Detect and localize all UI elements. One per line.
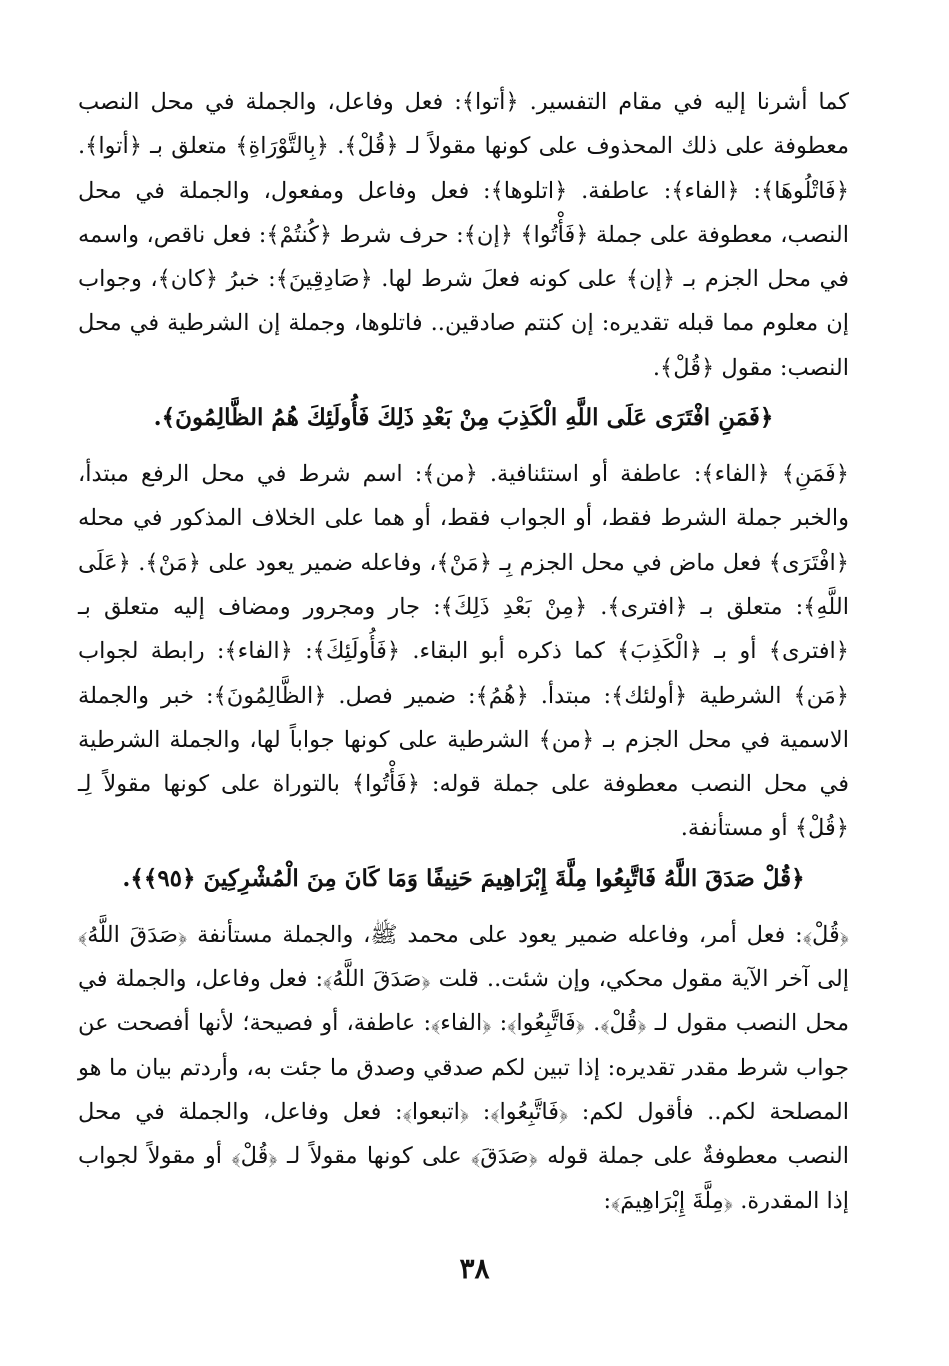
paragraph-2: ﴿فَمَنِ﴾ ﴿الفاء﴾: عاطفة أو استئنافية. ﴿من﴾: اسم شرط في محل الرفع مبتدأ، والخبر جملة الشرط فقط، أو الجواب فقط، أو هما على الخلاف المذكور في محله ﴿افْتَرَى﴾ فعل ماض في محل الجزم بِـ ﴿مَنْ﴾، وفاعله ضمير يعود على ﴿مَنْ﴾. ﴿عَلَى اللَّهِ﴾: متعلق بـ ﴿افترى﴾. ﴿مِنْ بَعْدِ ذَلِكَ﴾: جار ومجرور ومضاف إليه متعلق بـ ﴿افترى﴾ أو بـ ﴿الْكَذِبَ﴾ كما ذكره أبو البقاء. ﴿فَأُولَئِكَ﴾: ﴿الفاء﴾: رابطة لجواب ﴿مَن﴾ الشرطية ﴿أولئك﴾: مبتدأ. ﴿هُمُ﴾: ضمير فصل. ﴿الظَّالِمُونَ﴾: خبر والجملة الاسمية في محل الجزم بـ ﴿من﴾ الشرطية على كونها جواباً لها، والجملة الشرطية في محل النصب معطوفة على جملة قوله: ﴿فَأْتُوا﴾ بالتوراة على كونها مقولاً لِـ ﴿قُلْ﴾ أو مستأنفة. [78,461,849,842]
paragraph-1: كما أشرنا إليه في مقام التفسير. ﴿أتوا﴾: فعل وفاعل، والجملة في محل النصب معطوفة على ذلك المحذوف على كونها مقولاً لـ ﴿قُلْ﴾. ﴿بِالتَّوْرَاةِ﴾ متعلق بـ ﴿أتوا﴾. ﴿فَاتْلُوهَا﴾: ﴿الفاء﴾: عاطفة. ﴿اتلوها﴾: فعل وفاعل ومفعول، والجملة في محل النصب، معطوفة على جملة ﴿فَأْتُوا﴾ ﴿إن﴾: حرف شرط ﴿كُنتُمْ﴾: فعل ناقص، واسمه في محل الجزم بـ ﴿إن﴾ على كونه فعلَ شرط لها. ﴿صَادِقِينَ﴾: خبرُ ﴿كان﴾، وجواب إن معلوم مما قبله تقديره: إن كنتم صادقين.. فاتلوها، وجملة إن الشرطية في محل النصب: مقول ﴿قُلْ﴾. [78,89,849,381]
page-number: ٣٨ [459,1252,490,1285]
quran-verse-2: ﴿قُلْ صَدَقَ اللَّهُ فَاتَّبِعُوا مِلَّةَ إِبْرَاهِيمَ حَنِيفًا وَمَا كَانَ مِنَ الْمُشْرِكِينَ ﴿٩٥﴾﴾. [122,864,805,892]
quran-verse-1: ﴿فَمَنِ افْتَرَى عَلَى اللَّهِ الْكَذِبَ مِنْ بَعْدِ ذَلِكَ فَأُولَئِكَ هُمُ الظَّالِمُونَ﴾. [153,404,774,432]
paragraph-3: ﴿قُلْ﴾: فعل أمر، وفاعله ضمير يعود على محمد ﷺ، والجملة مستأنفة ﴿صَدَقَ اللَّهُ﴾ إلى آخر الآية مقول محكي، وإن شئت.. قلت ﴿صَدَقَ اللَّهُ﴾: فعل وفاعل، والجملة في محل النصب مقول لـ ﴿قُلْ﴾. ﴿فَاتَّبِعُوا﴾: ﴿الفاء﴾: عاطفة، أو فصيحة؛ لأنها أفصحت عن جواب شرط مقدر تقديره: إذا تبين لكم صدقي وصدق ما جئت به، وأردتم بيان ما هو المصلحة لكم.. فأقول لكم: ﴿فَاتَّبِعُوا﴾: ﴿اتبعوا﴾: فعل وفاعل، والجملة في محل النصب معطوفةٌ على جملة قوله ﴿صَدَقَ﴾ على كونها مقولاً لـ ﴿قُلْ﴾ أو مقولاً لجواب إذا المقدرة. ﴿مِلَّةَ إِبْرَاهِيمَ﴾: [78,921,849,1214]
